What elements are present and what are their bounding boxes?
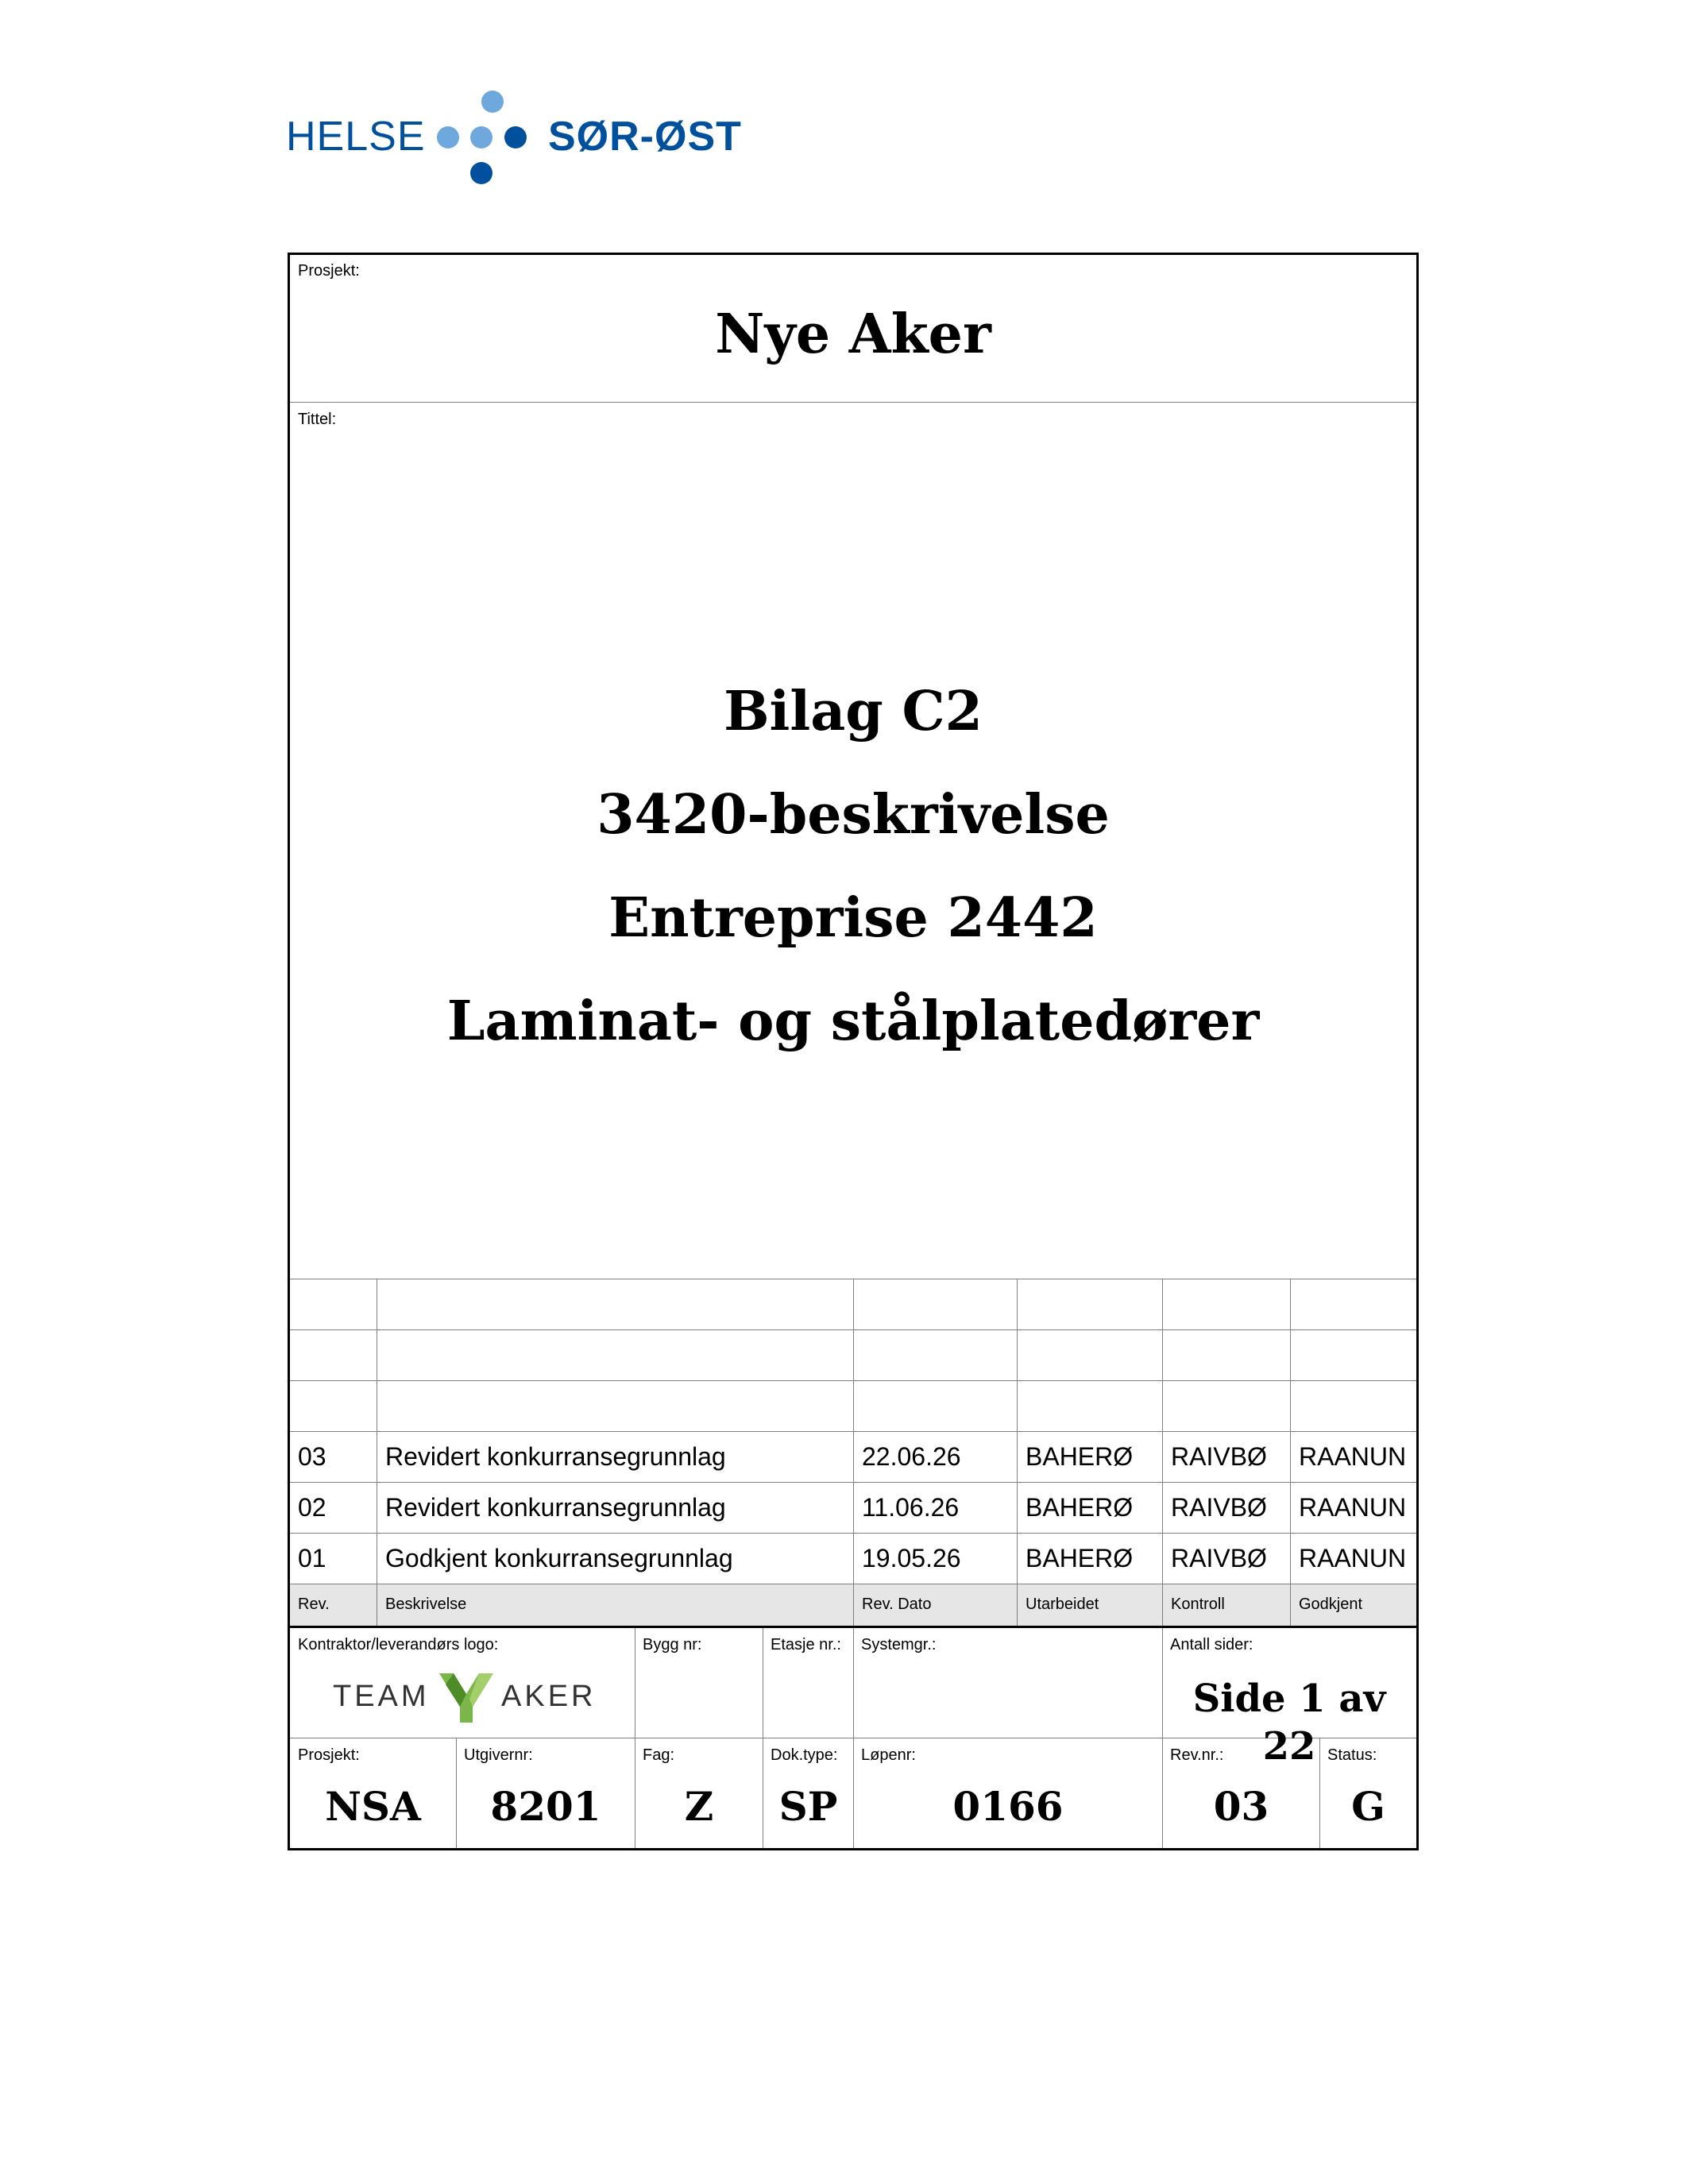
status-value: G <box>1351 1783 1385 1830</box>
doctype-label: Dok.type: <box>771 1746 838 1764</box>
divider <box>290 402 1416 403</box>
table-row <box>290 1432 1416 1482</box>
rev-number: 02 <box>298 1493 326 1522</box>
helse-sor-ost-logo <box>286 87 747 191</box>
logo-dot-top <box>481 91 504 113</box>
discipline-label: Fag: <box>643 1746 675 1764</box>
header-prepared: Utarbeidet <box>1026 1596 1099 1613</box>
team-aker-logo-left: TEAM <box>333 1680 430 1713</box>
divider <box>1162 1584 1163 1626</box>
system-label: Systemgr.: <box>861 1636 937 1653</box>
title-label: Tittel: <box>298 411 337 428</box>
rev-description: Godkjent konkurransegrunnlag <box>385 1544 733 1572</box>
divider <box>1290 1584 1291 1626</box>
divider <box>853 1584 854 1626</box>
logo-dot-right <box>504 126 527 149</box>
rev-approved: RAANUN <box>1299 1544 1407 1572</box>
rev-number: 03 <box>298 1442 326 1471</box>
team-aker-logo <box>333 1670 603 1726</box>
leaf-icon <box>438 1670 495 1726</box>
rev-prepared: BAHERØ <box>1026 1442 1134 1471</box>
rev-checked: RAIVBØ <box>1171 1493 1267 1522</box>
status-label: Status: <box>1327 1746 1377 1764</box>
title-line-3: Entreprise 2442 <box>608 886 1098 950</box>
project-code-value: NSA <box>325 1783 421 1830</box>
table-row <box>290 1483 1416 1533</box>
header-rev: Rev. <box>298 1596 330 1613</box>
table-row <box>290 1534 1416 1584</box>
logo-right-text: SØR-ØST <box>548 114 742 160</box>
publisher-value: 8201 <box>490 1783 601 1830</box>
rev-prepared: BAHERØ <box>1026 1493 1134 1522</box>
rev-prepared: BAHERØ <box>1026 1544 1134 1572</box>
discipline-value: Z <box>684 1783 714 1830</box>
rev-approved: RAANUN <box>1299 1493 1407 1522</box>
team-aker-logo-right: AKER <box>501 1680 597 1713</box>
rev-description: Revidert konkurransegrunnlag <box>385 1493 726 1522</box>
logo-dot-left <box>437 126 459 149</box>
building-label: Bygg nr: <box>643 1636 702 1653</box>
header-checked: Kontroll <box>1171 1596 1225 1613</box>
pages-value: Side 1 av 22 <box>1192 1677 1386 1769</box>
title-line-1: Bilag C2 <box>724 680 983 743</box>
rev-date: 19.05.26 <box>862 1544 961 1572</box>
rev-approved: RAANUN <box>1299 1442 1407 1471</box>
project-code-label: Prosjekt: <box>298 1746 360 1764</box>
title-line-2: 3420-beskrivelse <box>597 783 1110 847</box>
project-name: Nye Aker <box>715 303 991 366</box>
document-title <box>290 660 1416 1073</box>
floor-label: Etasje nr.: <box>771 1636 841 1653</box>
serial-value: 0166 <box>952 1783 1064 1830</box>
header-approved: Godkjent <box>1299 1596 1363 1613</box>
rev-number: 01 <box>298 1544 326 1572</box>
revnr-value: 03 <box>1213 1783 1269 1830</box>
revnr-label: Rev.nr.: <box>1170 1746 1224 1764</box>
rev-checked: RAIVBØ <box>1171 1442 1267 1471</box>
doctype-value: SP <box>778 1783 838 1830</box>
pages-label: Antall sider: <box>1170 1636 1253 1653</box>
serial-label: Løpenr: <box>861 1746 916 1764</box>
document-title-frame <box>288 253 1419 1850</box>
rev-date: 11.06.26 <box>862 1493 960 1522</box>
title-line-4: Laminat- og stålplatedører <box>446 990 1260 1053</box>
logo-dot-bottom <box>470 162 492 184</box>
rev-checked: RAIVBØ <box>1171 1544 1267 1572</box>
logo-left-text: HELSE <box>286 114 426 160</box>
publisher-label: Utgivernr: <box>464 1746 533 1764</box>
project-label: Prosjekt: <box>298 262 360 280</box>
header-date: Rev. Dato <box>862 1596 932 1613</box>
rev-description: Revidert konkurransegrunnlag <box>385 1442 726 1471</box>
contractor-logo-label: Kontraktor/leverandørs logo: <box>298 1636 499 1653</box>
header-description: Beskrivelse <box>385 1596 467 1613</box>
rev-date: 22.06.26 <box>862 1442 961 1471</box>
divider <box>1017 1584 1018 1626</box>
logo-dot-center <box>470 126 492 149</box>
